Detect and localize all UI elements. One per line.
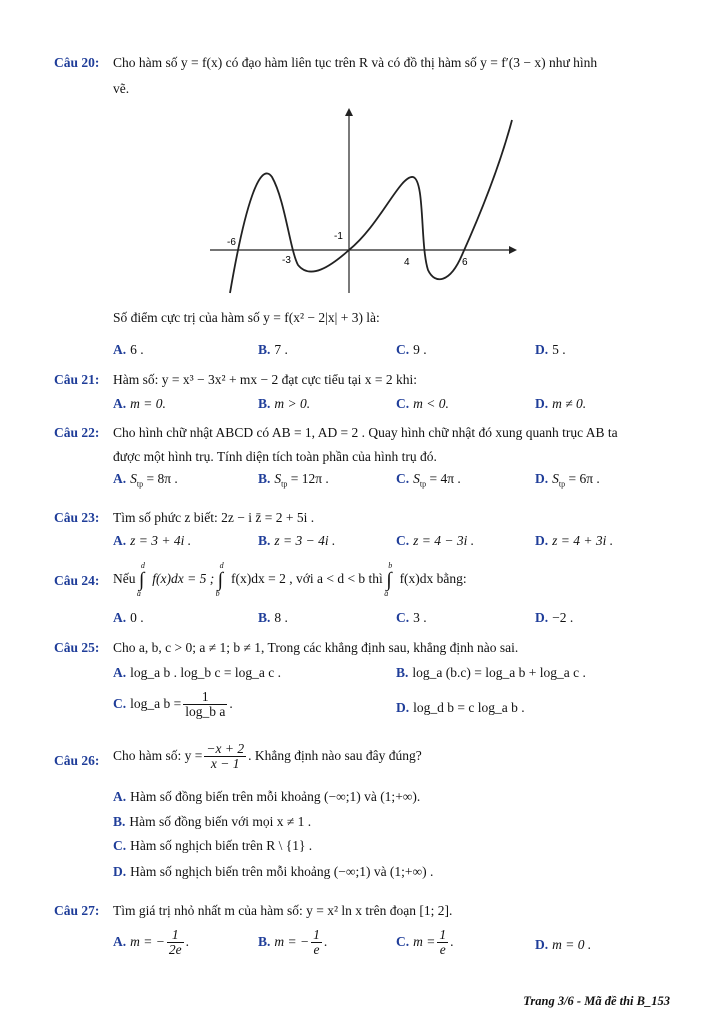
- function-graph: [210, 105, 520, 295]
- question-21-label: Câu 21:: [54, 372, 100, 387]
- q23-option-a[interactable]: A. z = 3 + 4i .: [113, 533, 192, 548]
- question-22-text-cont: được một hình trụ. Tính diện tích toàn phần của hình trụ đó.: [113, 449, 437, 464]
- x-axis-arrow: [509, 246, 517, 254]
- q23-option-d[interactable]: D. z = 4 + 3i .: [535, 533, 614, 548]
- question-24-text: Nếu ∫ d a f(x)dx = 5 ; ∫ d b f(x)dx = 2 , với a < d < b thì ∫ b a f(x)dx bằng:: [113, 561, 467, 598]
- curve: [230, 120, 512, 293]
- q25-option-a[interactable]: A. log_a b . log_b c = log_a c .: [113, 665, 281, 680]
- q21-option-a[interactable]: A. m = 0.: [113, 396, 166, 411]
- question-26-text: Cho hàm số: y = $\frac{-x + 2}{x - 1}$ . Khẳng định nào sau đây đúng?: [113, 741, 422, 772]
- label-4: 4: [404, 257, 410, 268]
- q24-option-b[interactable]: B. 8 .: [258, 610, 288, 625]
- q25-option-d[interactable]: D. log_d b = c log_a b .: [396, 700, 525, 715]
- question-24-label: Câu 24:: [54, 573, 100, 588]
- question-22-text: Cho hình chữ nhật ABCD có AB = 1, AD = 2 . Quay hình chữ nhật đó xung quanh trục AB ta: [113, 425, 618, 440]
- page-footer: Trang 3/6 - Mã đề thi B_153: [523, 994, 670, 1008]
- question-25-label: Câu 25:: [54, 640, 100, 655]
- question-22-label: Câu 22:: [54, 425, 100, 440]
- q27-option-c[interactable]: C. m = $\frac{1}{e}$ .: [396, 927, 454, 958]
- integral-sign: ∫ d b: [215, 561, 224, 598]
- q22-option-b[interactable]: B. $S_{tp} = 12\pi$ .: [258, 471, 329, 489]
- y-axis-arrow: [345, 108, 353, 116]
- fraction: $\frac{1}{\text{log\_b a}}$: [185, 689, 226, 720]
- q20-option-b[interactable]: B. 7 .: [258, 342, 288, 357]
- question-20-text: Cho hàm số y = f(x) có đạo hàm liên tục trên R và có đồ thị hàm số y = f′(3 − x) như hình: [113, 55, 598, 70]
- label-neg3: -3: [282, 255, 291, 266]
- q20-option-c[interactable]: C. 9 .: [396, 342, 427, 357]
- q26-option-d[interactable]: D. Hàm số nghịch biến trên mỗi khoảng (−∞;1) và (1;+∞) .: [113, 864, 434, 879]
- q26-option-c[interactable]: C. Hàm số nghịch biến trên R \ {1} .: [113, 838, 313, 853]
- q22-option-c[interactable]: C. $S_{tp} = 4\pi$ .: [396, 471, 461, 489]
- fraction: $\frac{1}{2e}$: [168, 927, 182, 958]
- q27-option-a[interactable]: A. m = − $\frac{1}{2e}$ .: [113, 927, 189, 958]
- question-23-text: Tìm số phức z biết: 2z − i z̄ = 2 + 5i .: [113, 510, 315, 525]
- q22-option-d[interactable]: D. $S_{tp} = 6\pi$ .: [535, 471, 600, 489]
- q27-option-d[interactable]: D. m = 0 .: [535, 937, 592, 952]
- question-20-prompt: Số điểm cực trị của hàm số y = f(x² − 2|x| + 3) là:: [113, 310, 380, 325]
- question-26-label: Câu 26:: [54, 753, 100, 768]
- question-21-text: Hàm số: y = x³ − 3x² + mx − 2 đạt cực tiểu tại x = 2 khi:: [113, 372, 417, 387]
- q21-option-d[interactable]: D. m ≠ 0.: [535, 396, 587, 411]
- question-23-label: Câu 23:: [54, 510, 100, 525]
- q23-option-b[interactable]: B. z = 3 − 4i .: [258, 533, 336, 548]
- q26-option-b[interactable]: B. Hàm số đồng biến với mọi x ≠ 1 .: [113, 814, 312, 829]
- fraction: $\frac{1}{e}$: [313, 927, 320, 958]
- label-6: 6: [462, 257, 468, 268]
- q24-option-c[interactable]: C. 3 .: [396, 610, 427, 625]
- question-20-label: Câu 20:: [54, 55, 100, 70]
- question-25-text: Cho a, b, c > 0; a ≠ 1; b ≠ 1, Trong các khẳng định sau, khẳng định nào sai.: [113, 640, 519, 655]
- q26-option-a[interactable]: A. Hàm số đồng biến trên mỗi khoảng (−∞;1) và (1;+∞).: [113, 789, 421, 804]
- question-27-text: Tìm giá trị nhỏ nhất m của hàm số: y = x² ln x trên đoạn [1; 2].: [113, 903, 453, 918]
- q23-option-c[interactable]: C. z = 4 − 3i .: [396, 533, 475, 548]
- question-20-text-cont: vẽ.: [113, 81, 130, 96]
- label-neg6: -6: [227, 237, 236, 248]
- question-27-label: Câu 27:: [54, 903, 100, 918]
- integral-sign: ∫ d a: [136, 561, 145, 598]
- q21-option-b[interactable]: B. m > 0.: [258, 396, 311, 411]
- label-neg1: -1: [334, 231, 343, 242]
- q25-option-c[interactable]: C. log_a b = $\frac{1}{\text{log\_b a}}$ .: [113, 689, 233, 720]
- q20-option-d[interactable]: D. 5 .: [535, 342, 566, 357]
- fraction: $\frac{-x + 2}{x - 1}$: [206, 741, 245, 772]
- q24-option-d[interactable]: D. −2 .: [535, 610, 574, 625]
- q25-option-b[interactable]: B. log_a (b.c) = log_a b + log_a c .: [396, 665, 586, 680]
- fraction: $\frac{1}{e}$: [439, 927, 447, 958]
- q24-option-a[interactable]: A. 0 .: [113, 610, 144, 625]
- q21-option-c[interactable]: C. m < 0.: [396, 396, 449, 411]
- q20-option-a[interactable]: A. 6 .: [113, 342, 144, 357]
- q27-option-b[interactable]: B. m = − $\frac{1}{e}$ .: [258, 927, 328, 958]
- q22-option-a[interactable]: A. $S_{tp} = 8\pi$ .: [113, 471, 178, 489]
- integral-sign: ∫ b a: [384, 561, 393, 598]
